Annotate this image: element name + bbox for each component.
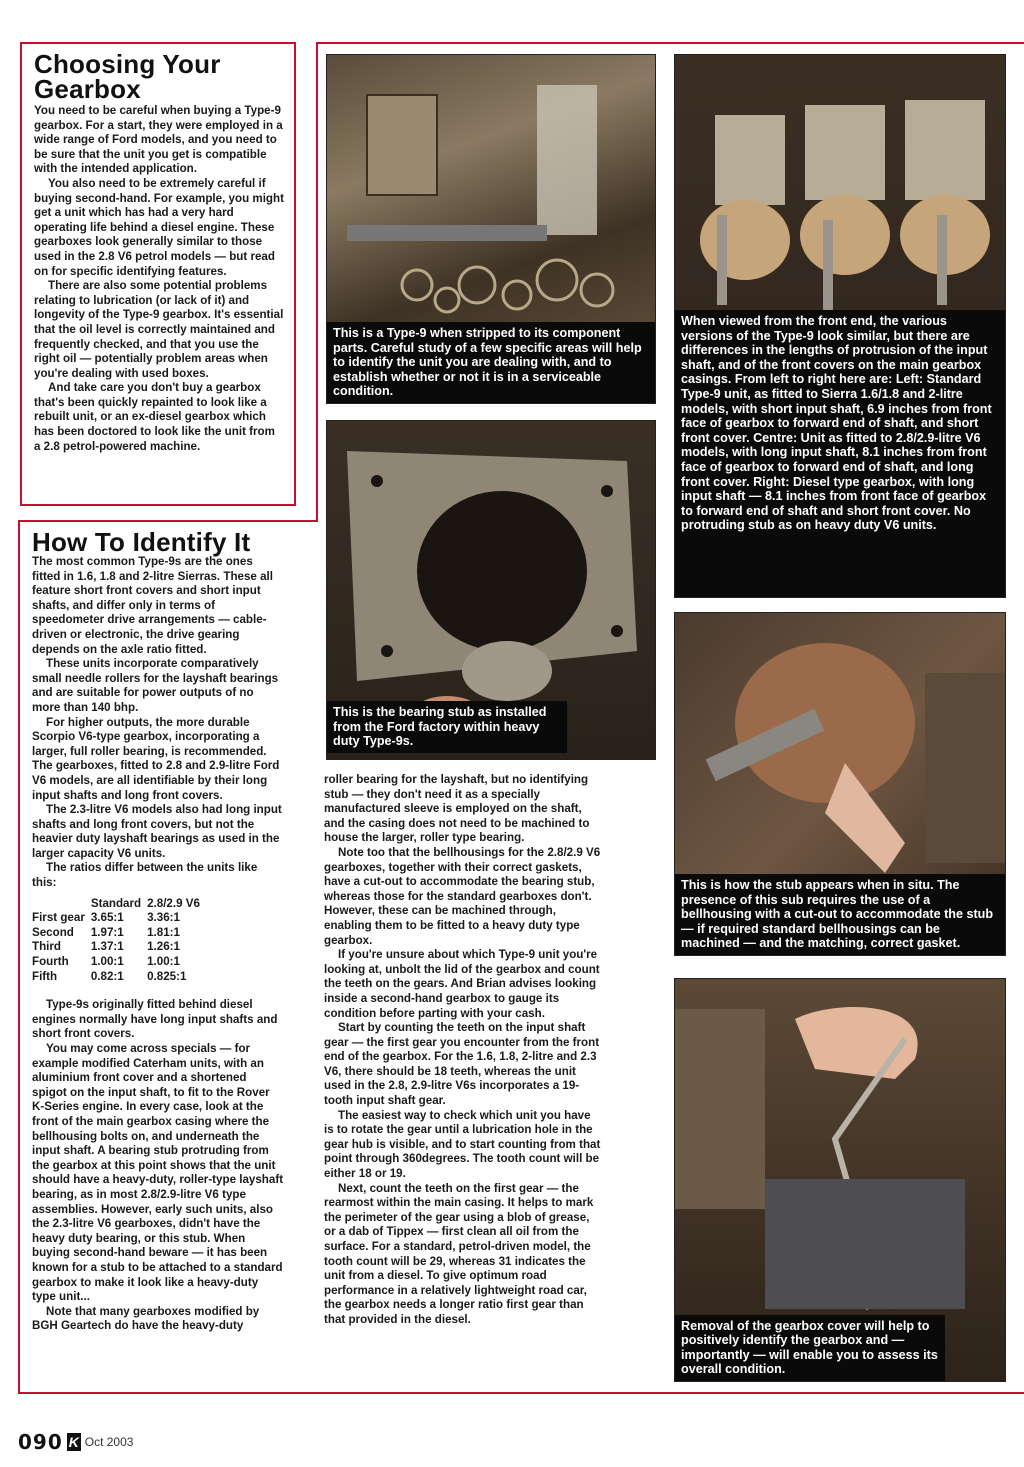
frame-line-left <box>316 42 318 522</box>
identify-paragraph: You may come across specials — for example modified Caterham units, with an aluminium front cover and a shortened spigot on the input shaft, to fit to the Rover K-Series engine. In every case, look at the front of the main gearbox casing where the bellhousing bolts on, and underneath the input shaft. A bearing stub protruding from the gearbox at this point shows that the unit should have a heavy-duty, roller-type layshaft bearing, as in most 2.8/2.9-litre V6 type assemblies. However, early such units, also the 2.3-litre V6 gearboxes, didn't have the heavy duty bearing, or this stub. When buying second-hand beware — it has been known for a stub to be attached to a standard gearbox to make it look like a heavy-duty type unit... <box>32 1042 284 1304</box>
identify-paragraph: The most common Type-9s are the ones fitted in 1.6, 1.8 and 2-litre Sierras. These all feature short front covers and short input shafts, and differ only in terms of speedometer drive arrangements — cable-driven or electronic, the drive gearing depends on the axle ratio fitted. <box>32 555 273 656</box>
middle-paragraph: Start by counting the teeth on the input shaft gear — the first gear you encounter from the front end of the gearbox. For the 1.6, 1.8, 2-litre and 2.3 V6, there should be 18 teeth, whereas the unit used in the 2.8, 2.9-litre V6s incorporates a 19-tooth input shaft gear. <box>324 1021 600 1108</box>
ratio-row <box>32 926 206 941</box>
middle-paragraph: The easiest way to check which unit you have is to rotate the gear until a lubrication hole in the gear hub is visible, and to start counting from that point through 360degrees. The tooth count will be either 18 or 19. <box>324 1108 601 1181</box>
caption-stripped: This is a Type-9 when stripped to its component parts. Careful study of a few specific areas will help to identify the unit you are dealing with, and to establish whether or not it is in a serviceable condition. <box>327 322 655 403</box>
footer <box>18 1430 133 1454</box>
middle-paragraph: roller bearing for the layshaft, but no identifying stub — they don't need it as a specially manufactured sleeve is employed on the shaft, and the casing does not need to be machined to house the larger, roller type bearing. <box>324 773 590 845</box>
identify-paragraph: The ratios differ between the units like this: <box>32 861 258 890</box>
photo-stub-in-situ <box>674 612 1006 956</box>
identify-paragraph: Type-9s originally fitted behind diesel engines normally have long input shafts and short front covers. <box>32 998 278 1041</box>
sidebar-body <box>34 104 284 454</box>
sidebar-paragraph: You need to be careful when buying a Type-9 gearbox. For a start, they were employed in a wide range of Ford models, and you need to be sure that the unit you get is compatible with the intended application. <box>34 104 283 176</box>
ratio-cell: 0.825:1 <box>147 969 187 983</box>
identify-section <box>32 527 284 1334</box>
ratio-cell: Second <box>32 925 74 939</box>
ratio-row <box>32 911 206 926</box>
identify-body <box>32 555 284 891</box>
ratio-cell: 1.37:1 <box>90 940 124 954</box>
ratio-header-cell: Standard <box>90 896 142 910</box>
ratio-table <box>32 897 206 985</box>
ratio-cell: Fifth <box>32 969 58 983</box>
identify-body-continued <box>32 998 284 1334</box>
ratio-cell: 1.00:1 <box>90 955 124 969</box>
ratio-row <box>32 970 206 985</box>
ratio-table-header <box>32 897 206 912</box>
caption-front-view: When viewed from the front end, the various versions of the Type-9 look similar, but there are differences in the lengths of protrusion of the input shaft, and of the front covers on the main gearbox casings. From left to right here are: Left: Standard Type-9 unit, as fitted to Sierra 1.6/1.8 and 2-litre models, with short input shaft, 6.9 inches from front face of gearbox to forward end of shaft, and short front cover. Centre: Unit as fitted to 2.8/2.9-litre V6 models, with long input shaft, 8.1 inches from front face of gearbox to forward end of shaft, and long front cover. Right: Diesel type gearbox, with long input shaft — 8.1 inches from front face of gearbox to forward end of shaft and short front cover. No protruding stub as on heavy duty V6 units. <box>675 310 1005 597</box>
frame-line-top <box>316 42 1024 44</box>
ratio-cell: First gear <box>32 911 85 925</box>
issue-date: Oct 2003 <box>84 1435 134 1449</box>
photo-front-view <box>674 54 1006 598</box>
frame-line-middle <box>18 520 318 522</box>
ratio-cell: 3.65:1 <box>90 911 124 925</box>
identify-title: How To Identify It <box>32 527 251 557</box>
magazine-logo: K <box>68 1434 79 1450</box>
caption-bearing-stub: This is the bearing stub as installed from the Ford factory within heavy duty Type-9s. <box>327 701 567 753</box>
identify-paragraph: For higher outputs, the more durable Scorpio V6-type gearbox, incorporating a larger, full roller bearing, is recommended. The gearboxes, fitted to 2.8 and 2.9-litre Ford V6 models, are all identifiable by their long input shafts and long front covers. <box>32 715 280 802</box>
three-gearboxes-illustration <box>675 55 1005 310</box>
middle-paragraph: If you're unsure about which Type-9 unit you're looking at, unbolt the lid of the gearbox and count the teeth on the gears. And Brian advises looking inside a second-hand gearbox to gauge its condition before parting with your cash. <box>324 948 600 1020</box>
caption-cover-removal: Removal of the gearbox cover will help to positively identify the gearbox and — importantly — will enable you to assess its overall condition. <box>675 1315 945 1381</box>
sidebar-paragraph: You also need to be extremely careful if buying second-hand. For example, you might get a unit which has had a very hard operating life behind a diesel engine. These gearboxes look generally similar to those used in the 2.8 V6 petrol models — but read on for specific identifying features. <box>34 176 284 278</box>
ratio-cell: Third <box>32 940 61 954</box>
ratio-row <box>32 940 206 955</box>
ratio-cell: 1.97:1 <box>90 925 124 939</box>
identify-paragraph: The 2.3-litre V6 models also had long input shafts and long front covers, but not the heavier duty layshaft bearings as used in the larger capacity V6 units. <box>32 803 282 860</box>
ratio-cell: 1.26:1 <box>147 940 180 954</box>
ratio-cell: 3.36:1 <box>147 911 180 925</box>
middle-paragraph: Note too that the bellhousings for the 2.8/2.9 V6 gearboxes, together with their correct gaskets, have a cut-out to accommodate the bearing stub, whereas those for the standard gearboxes don't. However, these can be machined through, enabling them to be fitted to a heavy duty type gearbox. <box>324 845 601 947</box>
photo-stripped-gearbox <box>326 54 656 404</box>
identify-paragraph: Note that many gearboxes modified by BGH Geartech do have the heavy-duty <box>32 1304 260 1333</box>
ratio-cell: Fourth <box>32 955 69 969</box>
ratio-header-cell <box>32 897 91 912</box>
middle-column-text <box>324 773 602 1328</box>
ratio-row <box>32 955 206 970</box>
sidebar-paragraph: There are also some potential problems relating to lubrication (or lack of it) and longevity of the Type-9 gearbox. It's essential that the oil level is correctly maintained and frequently checked, and that you use the right oil — potentially problem areas when you're dealing with used boxes. <box>34 279 284 380</box>
sidebar-paragraph: And take care you don't buy a gearbox that's been quickly repainted to look like a rebuilt unit, or an ex-diesel gearbox which has been doctored to look like the unit from a 2.8 petrol-powered machine. <box>34 381 275 453</box>
photo-bearing-stub <box>326 420 656 760</box>
identify-paragraph: These units incorporate comparatively small needle rollers for the layshaft bearings and are suitable for power outputs of no more than 140 bhp. <box>32 657 279 714</box>
page-number: 090 <box>18 1430 63 1454</box>
frame-line-bottom <box>18 1392 1024 1394</box>
sidebar-box <box>20 42 296 506</box>
ratio-cell: 1.81:1 <box>147 925 180 939</box>
middle-paragraph: Next, count the teeth on the first gear — the rearmost within the main casing. It helps to mark the perimeter of the gear using a blob of grease, or a dab of Tippex — first clean all oil from the surface. For a standard, petrol-driven model, the tooth count will be 29, whereas 31 indicates the unit from a diesel. To give optimum road performance in a relatively lightweight road car, the gearbox needs a longer ratio first gear than that provided in the diesel. <box>324 1181 594 1326</box>
frame-line-side <box>18 520 20 1394</box>
ratio-cell: 0.82:1 <box>90 969 124 983</box>
caption-in-situ: This is how the stub appears when in situ. The presence of this sub requires the use of a bellhousing with a cut-out to accommodate the stub — if required standard bellhousings can be machined — and the matching, correct gasket. <box>675 874 1005 955</box>
ratio-cell: 1.00:1 <box>147 955 180 969</box>
sidebar-title: Choosing Your Gearbox <box>34 49 221 104</box>
photo-cover-removal <box>674 978 1006 1382</box>
ratio-header-cell: 2.8/2.9 V6 <box>147 896 200 910</box>
